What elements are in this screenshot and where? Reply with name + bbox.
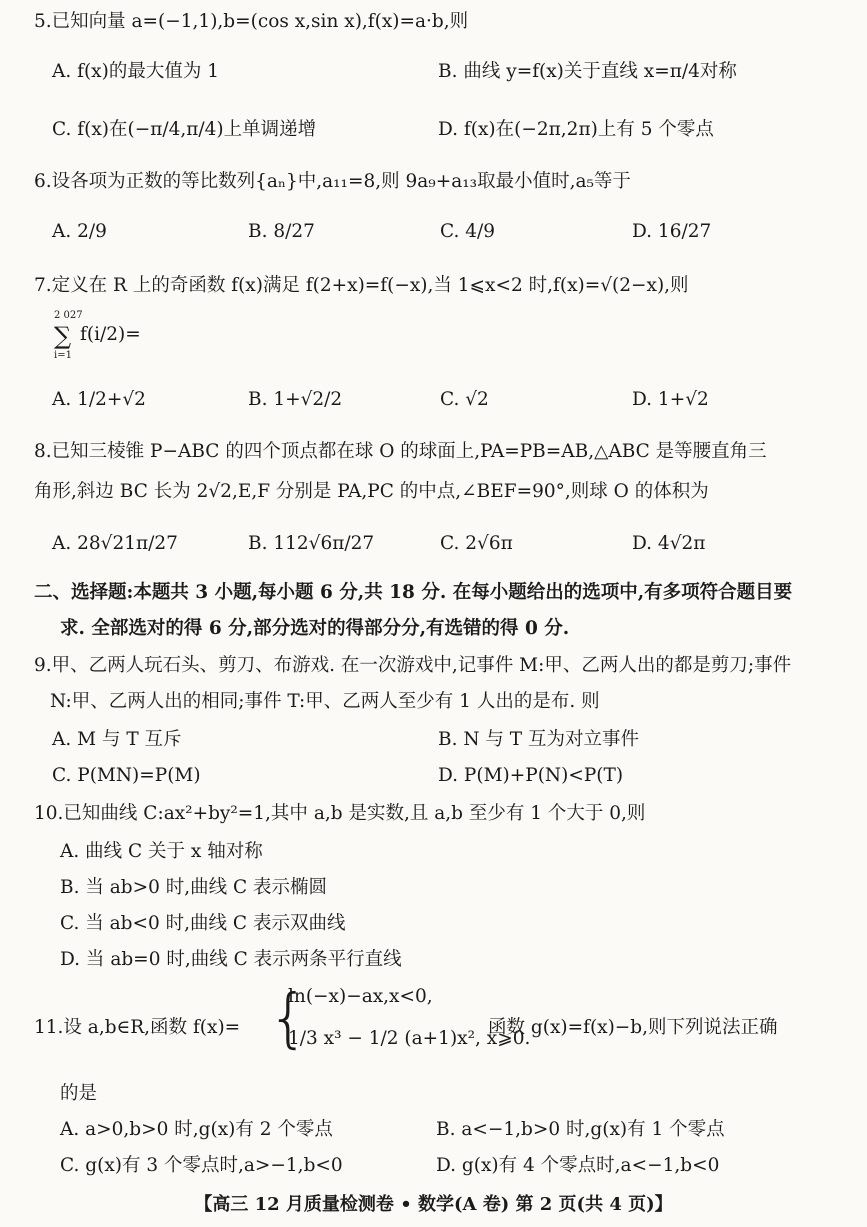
question-11-option-a: A. a>0,b>0 时,g(x)有 2 个零点 <box>60 1119 333 1140</box>
piecewise-row-1: ln(−x)−ax,x<0, <box>288 986 433 1007</box>
question-7-option-b: B. 1+√2/2 <box>248 389 343 410</box>
question-5-stem: 5.已知向量 a=(−1,1),b=(cos x,sin x),f(x)=a·b,则 <box>34 11 469 32</box>
question-11-option-c: C. g(x)有 3 个零点时,a>−1,b<0 <box>60 1155 343 1176</box>
question-10-option-b: B. 当 ab>0 时,曲线 C 表示椭圆 <box>60 877 328 898</box>
question-5-option-b: B. 曲线 y=f(x)关于直线 x=π/4对称 <box>438 61 737 82</box>
summation-body: f(i/2)= <box>80 324 141 345</box>
page-footer: 【高三 12 月质量检测卷 • 数学(A 卷) 第 2 页(共 4 页)】 <box>194 1194 673 1215</box>
question-7-stem: 7.定义在 R 上的奇函数 f(x)满足 f(2+x)=f(−x),当 1⩽x<2 时,f(x)=√(2−x),则 <box>34 275 689 296</box>
section-2-heading-line-1: 二、选择题:本题共 3 小题,每小题 6 分,共 18 分. 在每小题给出的选项中,有多项符合题目要 <box>34 582 793 603</box>
question-8-option-d: D. 4√2π <box>632 533 706 554</box>
question-7-option-a: A. 1/2+√2 <box>52 389 146 410</box>
question-5-option-a: A. f(x)的最大值为 1 <box>52 61 219 82</box>
question-11-option-b: B. a<−1,b>0 时,g(x)有 1 个零点 <box>436 1119 725 1140</box>
question-11-stem-end: 函数 g(x)=f(x)−b,则下列说法正确 <box>488 1017 778 1038</box>
question-10-stem: 10.已知曲线 C:ax²+by²=1,其中 a,b 是实数,且 a,b 至少有 1 个大于 0,则 <box>34 803 646 824</box>
question-5-option-d: D. f(x)在(−2π,2π)上有 5 个零点 <box>438 119 714 140</box>
question-11-option-d: D. g(x)有 4 个零点时,a<−1,b<0 <box>436 1155 720 1176</box>
question-10-option-d: D. 当 ab=0 时,曲线 C 表示两条平行直线 <box>60 949 402 970</box>
question-8-option-a: A. 28√21π/27 <box>52 533 178 554</box>
question-10-option-c: C. 当 ab<0 时,曲线 C 表示双曲线 <box>60 913 346 934</box>
question-11-stem-start: 11.设 a,b∈R,函数 f(x)= <box>34 1017 241 1038</box>
question-9-option-c: C. P(MN)=P(M) <box>52 765 201 786</box>
section-2-heading-line-2: 求. 全部选对的得 6 分,部分选对的得部分分,有选错的得 0 分. <box>60 618 570 639</box>
question-11-line-2: 的是 <box>60 1083 98 1104</box>
question-8-line-2: 角形,斜边 BC 长为 2√2,E,F 分别是 PA,PC 的中点,∠BEF=90°,则球 O 的体积为 <box>34 481 709 502</box>
question-10-option-a: A. 曲线 C 关于 x 轴对称 <box>60 841 263 862</box>
summation-upper-limit: 2 027 <box>54 310 83 321</box>
question-9-option-a: A. M 与 T 互斥 <box>52 729 182 750</box>
question-8-option-b: B. 112√6π/27 <box>248 533 375 554</box>
question-8-option-c: C. 2√6π <box>440 533 513 554</box>
question-6-stem: 6.设各项为正数的等比数列{aₙ}中,a₁₁=8,则 9a₉+a₁₃取最小值时,a₅等于 <box>34 171 631 192</box>
question-6-option-a: A. 2/9 <box>52 221 107 242</box>
piecewise-row-2: 1/3 x³ − 1/2 (a+1)x², x⩾0. <box>288 1028 531 1049</box>
question-7-option-c: C. √2 <box>440 389 489 410</box>
question-6-option-c: C. 4/9 <box>440 221 496 242</box>
summation-sign: ∑ <box>54 322 72 350</box>
question-9-option-d: D. P(M)+P(N)<P(T) <box>438 765 624 786</box>
question-8-line-1: 8.已知三棱锥 P−ABC 的四个顶点都在球 O 的球面上,PA=PB=AB,△ABC 是等腰直角三 <box>34 441 767 462</box>
summation-lower-limit: i=1 <box>54 350 72 361</box>
question-7-option-d: D. 1+√2 <box>632 389 709 410</box>
question-9-line-2: N:甲、乙两人出的相同;事件 T:甲、乙两人至少有 1 人出的是布. 则 <box>50 691 600 712</box>
piecewise-brace: { <box>268 982 309 1056</box>
question-6-option-d: D. 16/27 <box>632 221 712 242</box>
question-5-option-c: C. f(x)在(−π/4,π/4)上单调递增 <box>52 119 317 140</box>
question-9-line-1: 9.甲、乙两人玩石头、剪刀、布游戏. 在一次游戏中,记事件 M:甲、乙两人出的都是剪刀;事件 <box>34 655 792 676</box>
question-6-option-b: B. 8/27 <box>248 221 315 242</box>
question-9-option-b: B. N 与 T 互为对立事件 <box>438 729 640 750</box>
